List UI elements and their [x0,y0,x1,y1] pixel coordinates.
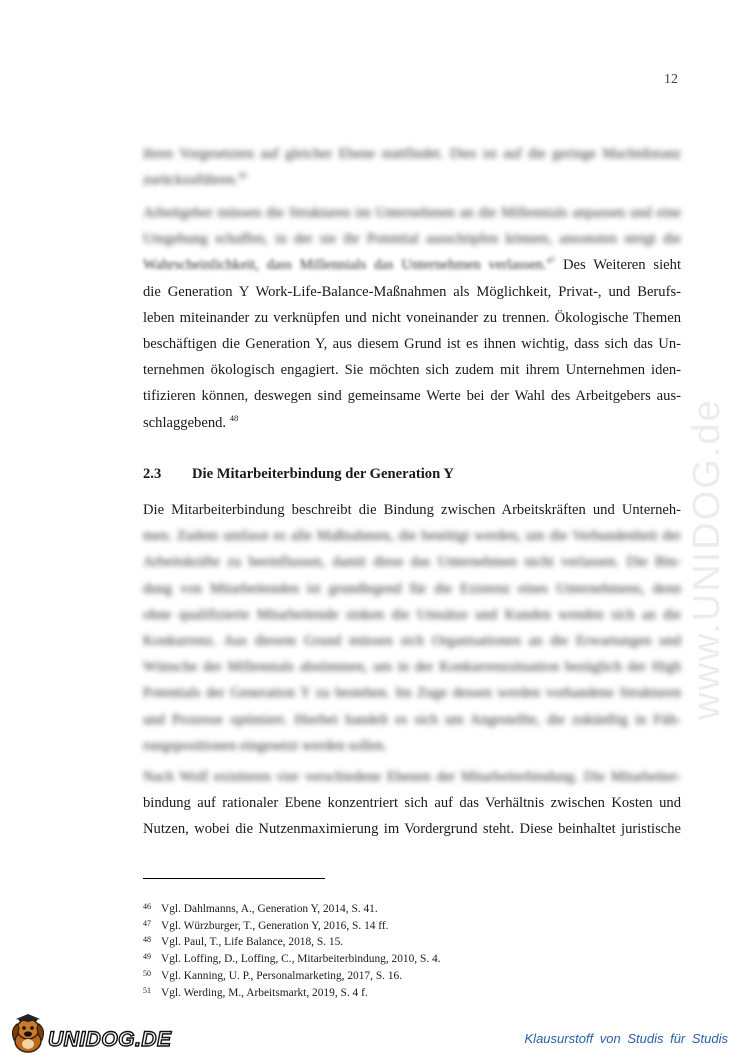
footnote: 50 Vgl. Kanning, U. P., Personalmarketing, 2017, S. 16. [143,968,403,982]
paragraph-3 [143,497,681,759]
footnote: 51 Vgl. Werding, M., Arbeitsmarkt, 2019, S. 4 f. [143,985,368,999]
text-line: Nach Wolf existieren vier verschiedene Ebenen der Mitarbeiterbindung. Die Mitarbeiter- [143,769,681,785]
text-line: Wünsche der Millennials abstimmen, um in der Konkurrenzsituation bezüglich der High [143,659,681,676]
footnotes-list [143,900,441,1000]
text-line: Nutzen, wobei die Nutzenmaximierung im Vordergrund steht. Diese beinhaltet juristische [143,821,681,838]
text-line: Arbeitskräfte zu beeinflussen, damit diese das Unternehmen nicht verlassen. Die Bin- [143,554,681,571]
logo-text: UNIDOG.DE [48,1028,172,1051]
text-line: Umgebung schaffen, in der sie ihr Potential ausschöpfen können, ansonsten steigt die [143,231,681,248]
paragraph-4 [143,764,681,843]
text-line: ohne qualifizierte Mitarbeitende sinken die Umsätze und Kunden wenden sich an die [143,606,681,623]
footnote: 46 Vgl. Dahlmanns, A., Generation Y, 2014, S. 41. [143,902,378,915]
section-number: 2.3 [143,466,162,482]
dog-icon [6,1014,50,1054]
text-line: ternehmen ökologisch engagiert. Sie möchten sich zudem mit ihrem Unternehmen iden- [143,362,681,379]
text-line: Arbeitgeber müssen die Strukturen im Unternehmen an die Millennials anpassen und eine [143,205,681,221]
watermark: www.UNIDOG.de [686,398,728,720]
text-line: die Generation Y Work-Life-Balance-Maßnahmen als Möglichkeit, Privat-, und Berufs- [143,283,681,300]
text-line: bindung auf rationaler Ebene konzentriert sich auf das Verhältnis zwischen Kosten und [143,795,681,812]
footnote-ref: 48 [229,412,239,423]
text-line: zurückzuführen.$^{46}$ [143,170,247,189]
text-line: Potentials der Generation Y zu bestehen. Im Zuge dessen werden vorhandene Strukturen [143,685,681,702]
text-line: schlaggebend. $^{48}$ [143,412,239,431]
footnote: 49 Vgl. Loffing, D., Loffing, C., Mitarbeiterbindung, 2010, S. 4. [143,952,441,966]
unidog-logo[interactable] [6,1014,172,1054]
paragraph-1 [143,141,681,193]
footnote-ref: 46 [238,170,247,181]
section-heading [143,466,454,483]
text-line: tifizieren können, deswegen sind gemeinsame Werte bei der Wahl des Arbeitgebers aus- [143,388,681,405]
footnote-divider [143,878,325,879]
text-line: men. Zudem umfasst es alle Maßnahmen, die benötigt werden, um die Verbundenheit der [143,528,681,545]
paragraph-2 [143,200,681,436]
text-line: ihren Vorgesetzten auf gleicher Ebene stattfindet. Dies ist auf die geringe Machtdistanz [143,146,681,162]
slogan: Klausurstoff von Studis für Studis [524,1031,728,1046]
text-line: rungspositionen eingesetzt werden sollen. [143,737,387,754]
page-number: 12 [664,72,678,87]
text-line: dung von Mitarbeitenden ist grundlegend für die Existenz eines Unternehmens, denn [143,580,681,597]
text-line: und Prozesse optimiert. Hierbei handelt es sich um Angestellte, die zukünftig in Füh- [143,711,681,728]
text-line: Wahrscheinlichkeit, dass Millennials das Unternehmen verlassen.$^{47}$ Des Weiteren sieht [143,255,681,274]
section-title: Die Mitarbeiterbindung der Generation Y [192,466,454,482]
text-line: beschäftigen die Generation Y, aus diesem Grund ist es ihnen wichtig, dass sich das Un- [143,336,681,353]
text-line: Konkurrenz. Aus diesem Grund müssen sich Organisationen an die Erwartungen und [143,633,681,650]
text-line: Die Mitarbeiterbindung beschreibt die Bindung zwischen Arbeitskräften und Unterneh- [143,502,681,518]
footnote: 47 Vgl. Würzburger, T., Generation Y, 2016, S. 14 ff. [143,918,389,932]
text-line: leben miteinander zu verknüpfen und nicht voneinander zu trennen. Ökologische Themen [143,309,681,326]
footnote: 48 Vgl. Paul, T., Life Balance, 2018, S. 15. [143,935,344,949]
